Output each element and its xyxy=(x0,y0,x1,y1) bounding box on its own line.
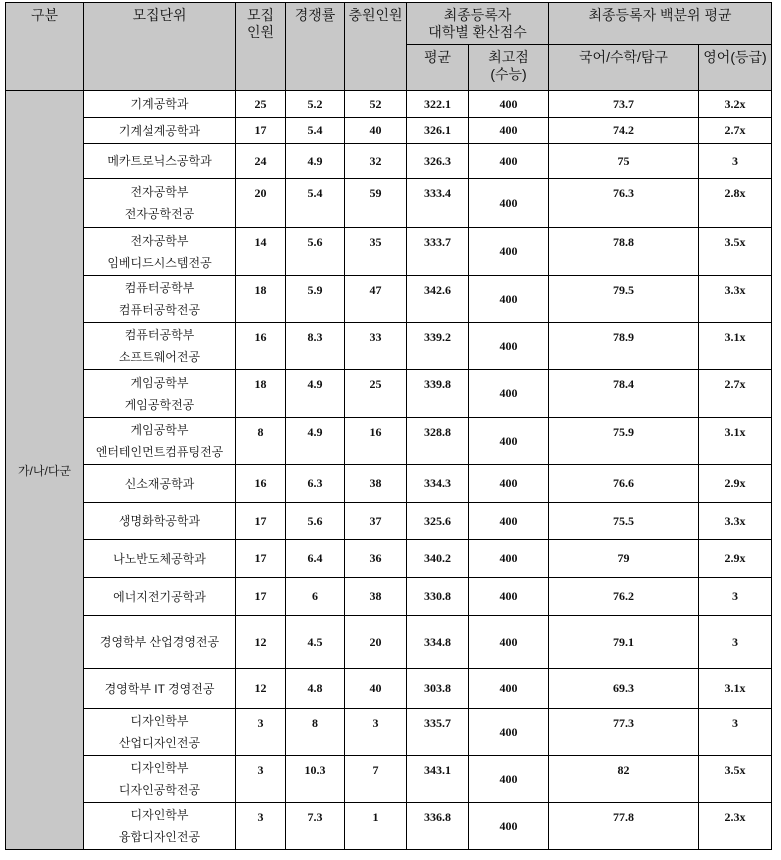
max-cell: 400 xyxy=(469,578,549,616)
unit-line: 컴퓨터공학전공 xyxy=(118,303,201,317)
quota-cell: 25 xyxy=(236,91,286,118)
eng-cell: 3.2x xyxy=(699,91,772,118)
eng-cell: 3.3x xyxy=(699,276,772,323)
unit-line: 경영학부 IT 경영전공 xyxy=(104,681,215,696)
competition-cell: 5.2 xyxy=(286,91,345,118)
avg-cell: 328.8 xyxy=(407,418,469,465)
eng-cell: 2.7x xyxy=(699,118,772,144)
unit-cell xyxy=(84,418,236,465)
unit-line: 전자공학부 xyxy=(130,233,189,248)
additional-cell: 3 xyxy=(345,709,407,756)
eng-cell: 3.5x xyxy=(699,228,772,276)
table-row xyxy=(6,370,772,418)
unit-cell xyxy=(84,144,236,179)
max-cell: 400 xyxy=(469,91,549,118)
additional-cell: 38 xyxy=(345,578,407,616)
quota-cell: 14 xyxy=(236,228,286,276)
competition-cell: 5.6 xyxy=(286,503,345,540)
max-cell: 400 xyxy=(469,540,549,578)
max-cell: 400 xyxy=(469,803,549,850)
competition-cell: 4.9 xyxy=(286,144,345,179)
header-quota-line-2: 인원 xyxy=(246,24,275,40)
avg-cell: 340.2 xyxy=(407,540,469,578)
additional-cell: 36 xyxy=(345,540,407,578)
quota-cell: 3 xyxy=(236,803,286,850)
eng-cell: 3 xyxy=(699,578,772,616)
competition-cell: 5.9 xyxy=(286,276,345,323)
kms-cell: 77.8 xyxy=(549,803,699,850)
kms-cell: 79.5 xyxy=(549,276,699,323)
header-group: 구분 xyxy=(6,3,84,91)
avg-cell: 326.1 xyxy=(407,118,469,144)
avg-cell: 322.1 xyxy=(407,91,469,118)
header-score-group-line-2: 대학별 환산점수 xyxy=(428,23,527,40)
max-cell: 400 xyxy=(469,465,549,503)
eng-cell: 3 xyxy=(699,144,772,179)
competition-cell: 8 xyxy=(286,709,345,756)
competition-cell: 6.3 xyxy=(286,465,345,503)
quota-cell: 17 xyxy=(236,578,286,616)
competition-cell: 5.6 xyxy=(286,228,345,276)
table-row xyxy=(6,803,772,850)
avg-cell: 334.8 xyxy=(407,616,469,669)
header-unit: 모집단위 xyxy=(84,3,236,91)
group-cell: 가/나/다군 xyxy=(6,91,84,850)
unit-cell xyxy=(84,803,236,850)
table-row xyxy=(6,118,772,144)
kms-cell: 76.3 xyxy=(549,179,699,228)
unit-cell xyxy=(84,465,236,503)
unit-line: 전자공학전공 xyxy=(124,207,195,221)
max-cell: 400 xyxy=(469,418,549,465)
max-cell: 400 xyxy=(469,503,549,540)
eng-cell: 2.9x xyxy=(699,465,772,503)
max-cell: 400 xyxy=(469,756,549,803)
quota-cell: 17 xyxy=(236,540,286,578)
additional-cell: 38 xyxy=(345,465,407,503)
header-score-group xyxy=(407,3,549,45)
unit-line: 메카트로닉스공학과 xyxy=(107,154,212,168)
unit-line: 디자인학부 xyxy=(130,714,189,728)
kms-cell: 78.4 xyxy=(549,370,699,418)
table-row xyxy=(6,418,772,465)
avg-cell: 336.8 xyxy=(407,803,469,850)
additional-cell: 37 xyxy=(345,503,407,540)
unit-cell xyxy=(84,323,236,370)
unit-line: 디자인공학전공 xyxy=(118,783,201,797)
kms-cell: 76.6 xyxy=(549,465,699,503)
unit-cell xyxy=(84,179,236,228)
additional-cell: 40 xyxy=(345,118,407,144)
unit-cell xyxy=(84,616,236,669)
unit-cell xyxy=(84,118,236,144)
header-score-max xyxy=(469,45,549,91)
avg-cell: 334.3 xyxy=(407,465,469,503)
table-row xyxy=(6,276,772,323)
competition-cell: 4.5 xyxy=(286,616,345,669)
table-row xyxy=(6,179,772,228)
max-cell: 400 xyxy=(469,709,549,756)
unit-line: 기계설계공학과 xyxy=(118,123,201,138)
quota-cell: 24 xyxy=(236,144,286,179)
max-cell: 400 xyxy=(469,179,549,228)
kms-cell: 82 xyxy=(549,756,699,803)
quota-cell: 12 xyxy=(236,616,286,669)
competition-cell: 4.8 xyxy=(286,669,345,709)
max-cell: 400 xyxy=(469,118,549,144)
additional-cell: 52 xyxy=(345,91,407,118)
avg-cell: 330.8 xyxy=(407,578,469,616)
kms-cell: 79.1 xyxy=(549,616,699,669)
kms-cell: 75.9 xyxy=(549,418,699,465)
max-cell: 400 xyxy=(469,144,549,179)
unit-line: 임베디드시스템전공 xyxy=(107,255,212,270)
unit-line: 소프트웨어전공 xyxy=(118,350,201,364)
competition-cell: 6 xyxy=(286,578,345,616)
avg-cell: 326.3 xyxy=(407,144,469,179)
kms-cell: 73.7 xyxy=(549,91,699,118)
additional-cell: 20 xyxy=(345,616,407,669)
header-score-max-line-1: 최고점 xyxy=(488,49,529,65)
unit-line: 에너지전기공학과 xyxy=(113,589,206,604)
quota-cell: 18 xyxy=(236,276,286,323)
competition-cell: 4.9 xyxy=(286,370,345,418)
quota-cell: 17 xyxy=(236,503,286,540)
unit-line: 디자인학부 xyxy=(130,808,189,822)
quota-cell: 12 xyxy=(236,669,286,709)
header-pct-kms: 국어/수학/탐구 xyxy=(549,45,699,91)
kms-cell: 78.9 xyxy=(549,323,699,370)
quota-cell: 8 xyxy=(236,418,286,465)
competition-cell: 10.3 xyxy=(286,756,345,803)
table-row xyxy=(6,540,772,578)
table-header xyxy=(6,3,772,91)
additional-cell: 47 xyxy=(345,276,407,323)
table-row xyxy=(6,228,772,276)
avg-cell: 339.8 xyxy=(407,370,469,418)
kms-cell: 75.5 xyxy=(549,503,699,540)
header-score-avg: 평균 xyxy=(407,45,469,91)
quota-cell: 20 xyxy=(236,179,286,228)
unit-cell xyxy=(84,370,236,418)
competition-cell: 5.4 xyxy=(286,118,345,144)
unit-line: 전자공학부 xyxy=(130,185,189,199)
unit-cell xyxy=(84,503,236,540)
avg-cell: 333.4 xyxy=(407,179,469,228)
header-pct-group: 최종등록자 백분위 평균 xyxy=(549,3,772,45)
additional-cell: 35 xyxy=(345,228,407,276)
unit-line: 나노반도체공학과 xyxy=(113,551,206,566)
unit-cell xyxy=(84,578,236,616)
eng-cell: 3 xyxy=(699,709,772,756)
additional-cell: 25 xyxy=(345,370,407,418)
eng-cell: 2.3x xyxy=(699,803,772,850)
quota-cell: 3 xyxy=(236,756,286,803)
additional-cell: 33 xyxy=(345,323,407,370)
avg-cell: 303.8 xyxy=(407,669,469,709)
avg-cell: 333.7 xyxy=(407,228,469,276)
unit-line: 산업디자인전공 xyxy=(118,736,201,750)
unit-cell xyxy=(84,228,236,276)
max-cell: 400 xyxy=(469,669,549,709)
additional-cell: 7 xyxy=(345,756,407,803)
unit-line: 게임공학부 xyxy=(130,423,189,437)
unit-line: 생명화학공학과 xyxy=(118,514,201,528)
eng-cell: 3.5x xyxy=(699,756,772,803)
unit-line: 디자인학부 xyxy=(130,761,189,775)
max-cell: 400 xyxy=(469,616,549,669)
avg-cell: 335.7 xyxy=(407,709,469,756)
table-body xyxy=(6,91,772,850)
table-row xyxy=(6,91,772,118)
additional-cell: 16 xyxy=(345,418,407,465)
quota-cell: 16 xyxy=(236,465,286,503)
table-row xyxy=(6,756,772,803)
competition-cell: 6.4 xyxy=(286,540,345,578)
table-row xyxy=(6,709,772,756)
quota-cell: 16 xyxy=(236,323,286,370)
max-cell: 400 xyxy=(469,370,549,418)
header-score-max-line-2: (수능) xyxy=(490,66,527,82)
kms-cell: 75 xyxy=(549,144,699,179)
quota-cell: 3 xyxy=(236,709,286,756)
unit-line: 엔터테인먼트컴퓨팅전공 xyxy=(95,445,224,459)
kms-cell: 76.2 xyxy=(549,578,699,616)
competition-cell: 5.4 xyxy=(286,179,345,228)
table-row xyxy=(6,578,772,616)
avg-cell: 342.6 xyxy=(407,276,469,323)
unit-line: 신소재공학과 xyxy=(124,476,195,491)
header-quota-line-1: 모집 xyxy=(246,7,275,23)
additional-cell: 32 xyxy=(345,144,407,179)
competition-cell: 4.9 xyxy=(286,418,345,465)
header-pct-eng: 영어(등급) xyxy=(699,45,772,91)
avg-cell: 325.6 xyxy=(407,503,469,540)
eng-cell: 3.1x xyxy=(699,669,772,709)
kms-cell: 79 xyxy=(549,540,699,578)
table-row xyxy=(6,465,772,503)
header-score-group-line-1: 최종등록자 xyxy=(443,6,512,23)
eng-cell: 3 xyxy=(699,616,772,669)
competition-cell: 8.3 xyxy=(286,323,345,370)
eng-cell: 3.1x xyxy=(699,323,772,370)
admission-results-table xyxy=(5,2,772,850)
additional-cell: 40 xyxy=(345,669,407,709)
eng-cell: 2.7x xyxy=(699,370,772,418)
competition-cell: 7.3 xyxy=(286,803,345,850)
kms-cell: 74.2 xyxy=(549,118,699,144)
unit-line: 게임공학전공 xyxy=(124,397,195,412)
header-additional: 충원인원 xyxy=(345,3,407,91)
avg-cell: 339.2 xyxy=(407,323,469,370)
unit-line: 컴퓨터공학부 xyxy=(124,281,195,295)
table-row xyxy=(6,669,772,709)
header-competition: 경쟁률 xyxy=(286,3,345,91)
unit-cell xyxy=(84,276,236,323)
eng-cell: 2.8x xyxy=(699,179,772,228)
kms-cell: 69.3 xyxy=(549,669,699,709)
unit-cell xyxy=(84,669,236,709)
table-row xyxy=(6,323,772,370)
header-quota xyxy=(236,3,286,91)
unit-line: 경영학부 산업경영전공 xyxy=(99,635,220,649)
table-row xyxy=(6,616,772,669)
unit-cell xyxy=(84,540,236,578)
max-cell: 400 xyxy=(469,276,549,323)
quota-cell: 18 xyxy=(236,370,286,418)
avg-cell: 343.1 xyxy=(407,756,469,803)
table-row xyxy=(6,144,772,179)
max-cell: 400 xyxy=(469,228,549,276)
unit-cell xyxy=(84,91,236,118)
quota-cell: 17 xyxy=(236,118,286,144)
eng-cell: 3.1x xyxy=(699,418,772,465)
unit-line: 컴퓨터공학부 xyxy=(124,328,195,342)
kms-cell: 77.3 xyxy=(549,709,699,756)
eng-cell: 2.9x xyxy=(699,540,772,578)
max-cell: 400 xyxy=(469,323,549,370)
additional-cell: 59 xyxy=(345,179,407,228)
unit-line: 기계공학과 xyxy=(130,97,189,111)
unit-cell xyxy=(84,756,236,803)
eng-cell: 3.3x xyxy=(699,503,772,540)
unit-line: 융합디자인전공 xyxy=(118,830,201,844)
unit-cell xyxy=(84,709,236,756)
kms-cell: 78.8 xyxy=(549,228,699,276)
table-row xyxy=(6,503,772,540)
unit-line: 게임공학부 xyxy=(130,375,189,390)
additional-cell: 1 xyxy=(345,803,407,850)
